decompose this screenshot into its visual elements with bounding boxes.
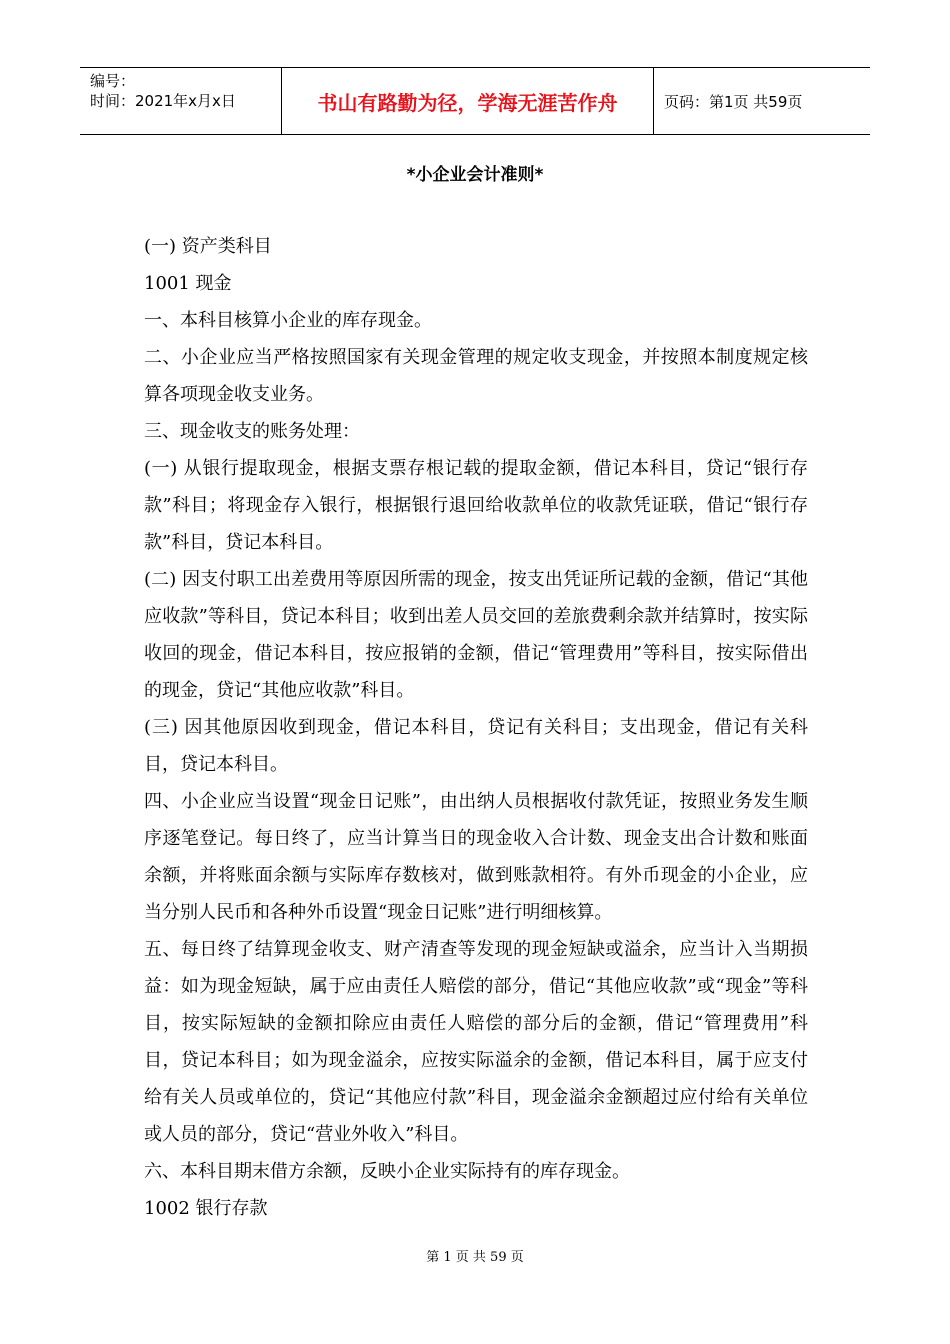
header-page-info: 页码：第1页 共59页: [664, 92, 803, 111]
number-label: 编号：: [90, 72, 136, 90]
heading-1001-cash: 1001 现金: [144, 273, 232, 294]
header-motto: 书山有路勤为径，学海无涯苦作舟: [282, 68, 654, 134]
time-label: 时间：2021年x月x日: [90, 92, 236, 110]
page-footer: 第 1 页 共 59 页: [426, 1250, 524, 1265]
heading-1002-bank-deposit: 1002 银行存款: [144, 1198, 268, 1219]
header-meta: [80, 68, 282, 134]
paragraph: (一) 从银行提取现金，根据支票存根记载的提取金额，借记本科目，贷记“银行存款”科目；将现金存入银行，根据银行退回给收款单位的收款凭证联，借记“银行存款”科目，贷记本科目。: [144, 458, 808, 553]
paragraph: 三、现金收支的账务处理：: [144, 421, 360, 442]
document-body: [144, 228, 808, 1227]
paragraph: (二) 因支付职工出差费用等原因所需的现金，按支出凭证所记载的金额，借记“其他应收款”等科目，贷记本科目；收到出差人员交回的差旅费剩余款并结算时，按实际收回的现金，借记本科目，按应报销的金额，借记“管理费用”等科目，按实际借出的现金，贷记“其他应收款”科目。: [144, 569, 808, 701]
paragraph: 六、本科目期末借方余额，反映小企业实际持有的库存现金。: [144, 1161, 630, 1182]
paragraph: 二、小企业应当严格按照国家有关现金管理的规定收支现金，并按照本制度规定核算各项现金收支业务。: [144, 347, 808, 405]
paragraph: 一、本科目核算小企业的库存现金。: [144, 310, 432, 331]
paragraph: 五、每日终了结算现金收支、财产清查等发现的现金短缺或溢余，应当计入当期损益：如为现金短缺，属于应由责任人赔偿的部分，借记“其他应收款”或“现金”等科目，按实际短缺的金额扣除应由责任人赔偿的部分后的金额，借记“管理费用”科目，贷记本科目；如为现金溢余，应按实际溢余的金额，借记本科目，属于应支付给有关人员或单位的，贷记“其他应付款”科目，现金溢余金额超过应付给有关单位或人员的部分，贷记“营业外收入”科目。: [144, 939, 808, 1145]
page-header: [80, 67, 870, 135]
paragraph: (三) 因其他原因收到现金，借记本科目，贷记有关科目；支出现金，借记有关科目，贷记本科目。: [144, 717, 808, 775]
paragraph: 四、小企业应当设置“现金日记账”，由出纳人员根据收付款凭证，按照业务发生顺序逐笔登记。每日终了，应当计算当日的现金收入合计数、现金支出合计数和账面余额，并将账面余额与实际库存数核对，做到账款相符。有外币现金的小企业，应当分别人民币和各种外币设置“现金日记账”进行明细核算。: [144, 791, 808, 923]
heading-asset-accounts: (一) 资产类科目: [144, 236, 272, 257]
document-title: *小企业会计准则*: [406, 165, 544, 185]
